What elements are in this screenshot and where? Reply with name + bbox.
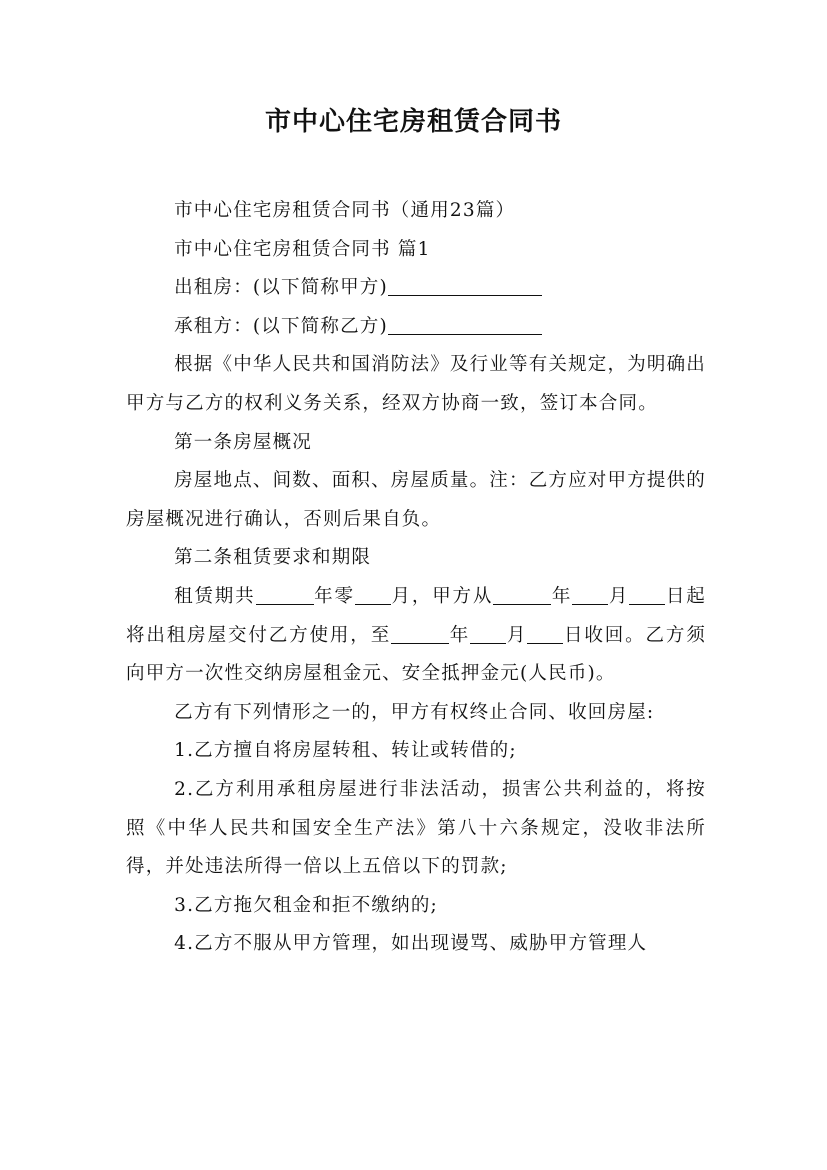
end-day-blank [527,623,563,643]
lessor-label: 出租房：(以下简称甲方) [174,277,388,299]
article1-text: 房屋地点、间数、面积、房屋质量。注：乙方应对甲方提供的房屋概况进行确认，否则后果自负。 [126,470,706,530]
article1-heading: 第一条房屋概况 [174,431,312,453]
section-heading: 市中心住宅房租赁合同书 篇1 [174,238,431,260]
article2-heading: 第二条租赁要求和期限 [174,547,372,569]
lessor-blank [388,276,542,296]
lease-text-4: 年 [551,585,573,607]
start-month-blank [572,585,608,605]
start-year-blank [493,585,551,605]
lease-text-9: 日收回。乙方须向甲方一次性交纳房屋租金元、安全抵押金元(人民币)。 [126,624,707,685]
lease-text-3: 月，甲方从 [390,585,494,607]
lease-text-7: 年 [449,624,471,646]
document-title: 市中心住宅房租赁合同书 [264,107,562,137]
termination-intro: 乙方有下列情形之一的，甲方有权终止合同、收回房屋: [174,701,655,723]
lessee-label: 承租方：(以下简称乙方) [174,315,388,337]
lease-text-5: 月 [608,585,630,607]
lease-term-paragraph [126,578,706,694]
intro-paragraph: 根据《中华人民共和国消防法》及行业等有关规定，为明确出甲方与乙方的权利义务关系，经双方协商一致，签订本合同。 [126,354,706,414]
list-item: 3.乙方拖欠租金和拒不缴纳的; [174,894,438,916]
start-day-blank [629,585,665,605]
list-item: 2.乙方利用承租房屋进行非法活动，损害公共利益的，将按照《中华人民共和国安全生产法》第八十六条规定，没收非法所得，并处违法所得一倍以上五倍以下的罚款; [126,778,706,878]
end-year-blank [391,623,449,643]
lease-text-1: 租赁期共 [174,585,256,607]
lease-years-blank [256,585,314,605]
lessee-line [126,308,706,347]
lease-text-6: 日起将出租房屋交付乙方使用，至 [126,585,706,646]
list-item: 1.乙方擅自将房屋转租、转让或转借的; [174,740,517,762]
lessee-blank [388,314,542,334]
document-subtitle: 市中心住宅房租赁合同书（通用23篇） [174,200,516,221]
lease-text-2: 年零 [313,585,355,607]
document-body [126,192,706,964]
end-month-blank [470,623,506,643]
lease-text-8: 月 [506,624,528,646]
list-item: 4.乙方不服从甲方管理，如出现谩骂、威胁甲方管理人 [174,933,648,955]
lessor-line [126,269,706,308]
lease-months-blank [355,585,391,605]
